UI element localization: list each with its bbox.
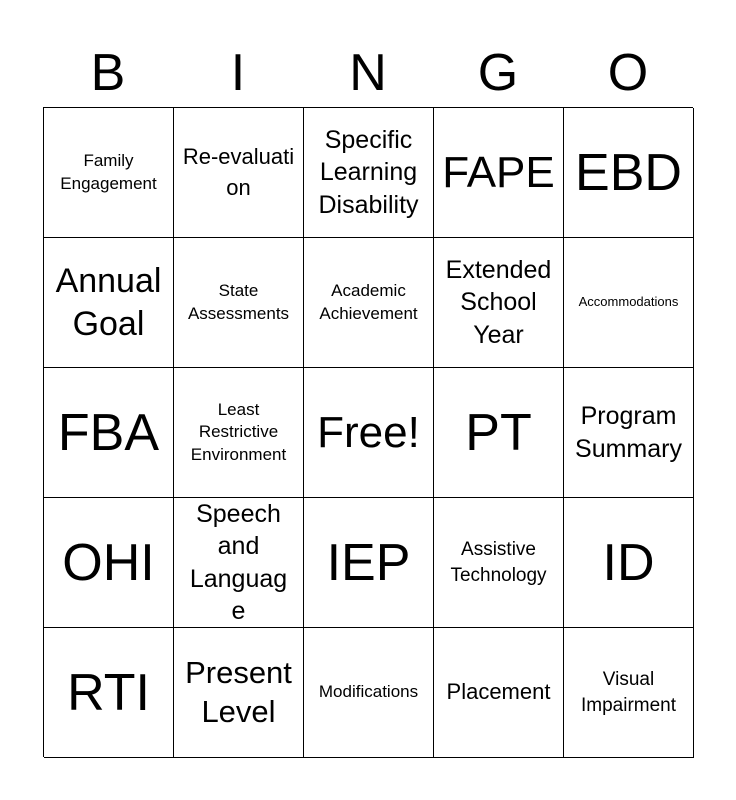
bingo-cell[interactable] [304, 498, 434, 628]
bingo-cell[interactable] [304, 108, 434, 238]
cell-label: FAPE [442, 147, 555, 197]
bingo-cell[interactable] [564, 108, 694, 238]
bingo-cell[interactable] [44, 108, 174, 238]
bingo-cell[interactable] [564, 498, 694, 628]
cell-label: Accommodations [578, 294, 679, 310]
cell-label: OHI [62, 533, 155, 592]
bingo-cell[interactable] [564, 368, 694, 498]
cell-label: RTI [67, 663, 150, 722]
bingo-cell[interactable] [174, 108, 304, 238]
cell-label: Extended School Year [445, 255, 552, 349]
cell-label: Assistive Technology [450, 538, 547, 586]
cell-label: IEP [326, 533, 411, 592]
bingo-cell[interactable] [304, 368, 434, 498]
bingo-cell[interactable] [434, 368, 564, 498]
cell-label: Annual Goal [55, 262, 162, 343]
cell-label: Speech and Language [189, 499, 288, 625]
header-letter-g: G [477, 44, 519, 102]
cell-label: Re-evaluation [182, 143, 295, 200]
bingo-cell[interactable] [434, 498, 564, 628]
bingo-cell[interactable] [44, 628, 174, 758]
cell-label: FBA [57, 403, 160, 462]
bingo-cell[interactable] [174, 498, 304, 628]
bingo-cell[interactable] [44, 498, 174, 628]
cell-label: Present Level [185, 654, 292, 729]
cell-label: State Assessments [187, 281, 290, 323]
cell-label: Family Engagement [60, 151, 157, 193]
cell-label: Visual Impairment [580, 668, 677, 716]
free-space-label: Free! [317, 407, 420, 457]
bingo-cell[interactable] [44, 238, 174, 368]
bingo-cell[interactable] [434, 238, 564, 368]
bingo-cell[interactable] [304, 238, 434, 368]
cell-label: EBD [575, 143, 682, 202]
bingo-cell[interactable] [174, 368, 304, 498]
header-letter-i: I [230, 44, 246, 102]
cell-label: Specific Learning Disability [318, 125, 419, 219]
bingo-header [43, 40, 693, 106]
bingo-cell[interactable] [434, 628, 564, 758]
header-letter-b: B [90, 44, 126, 102]
bingo-cell[interactable] [434, 108, 564, 238]
bingo-cell[interactable] [564, 238, 694, 368]
cell-label: Least Restrictive Environment [190, 400, 287, 464]
bingo-board [43, 107, 693, 757]
header-letter-n: N [349, 44, 387, 102]
bingo-cell[interactable] [564, 628, 694, 758]
bingo-cell[interactable] [44, 368, 174, 498]
header-letter-o: O [607, 44, 649, 102]
bingo-cell[interactable] [304, 628, 434, 758]
bingo-cell[interactable] [174, 238, 304, 368]
bingo-cell[interactable] [174, 628, 304, 758]
cell-label: Placement [446, 679, 551, 705]
cell-label: PT [465, 403, 532, 462]
cell-label: Modifications [318, 682, 419, 702]
cell-label: Academic Achievement [319, 281, 418, 323]
cell-label: ID [602, 533, 655, 592]
cell-label: Program Summary [575, 402, 682, 463]
